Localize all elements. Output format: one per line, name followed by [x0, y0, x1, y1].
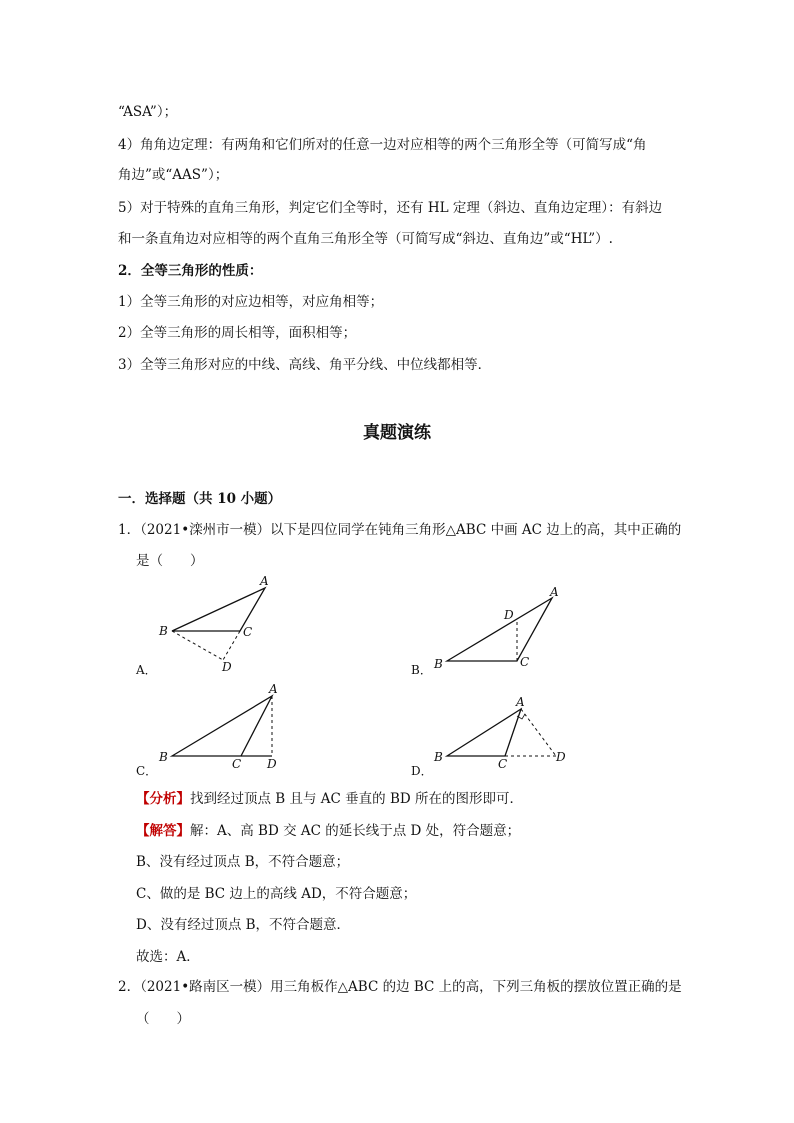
- figure-b-label-d: D: [504, 608, 514, 622]
- q2-stem-line-1: 2．（2021•路南区一模）用三角板作△ABC 的边 BC 上的高，下列三角板的摆放位置正确的是: [118, 979, 682, 995]
- figure-d-label-c: C: [498, 757, 508, 771]
- q1-stem-line-1: 1．（2021•滦州市一模）以下是四位同学在钝角三角形△ABC 中画 AC 边上的高，其中正确的: [118, 522, 682, 538]
- answer-text: 解：A、高 BD 交 AC 的延长线于点 D 处，符合题意；: [190, 823, 521, 839]
- figure-c: [158, 682, 278, 771]
- analysis-line: [136, 790, 523, 808]
- option-d-label[interactable]: D．: [411, 764, 433, 778]
- figure-d: [433, 695, 566, 771]
- figure-b-label-c: C: [520, 655, 530, 669]
- figure-d-label-b: B: [434, 750, 443, 764]
- figure-a-label-b: B: [159, 624, 168, 638]
- theory-line-5: 和一条直角边对应相等的两个直角三角形全等（可简写成“斜边、直角边”或“HL”）.: [118, 231, 613, 247]
- analysis-text: 找到经过顶点 B 且与 AC 垂直的 BD 所在的图形即可．: [190, 791, 523, 807]
- answer-d: D、没有经过顶点 B，不符合题意．: [136, 917, 351, 933]
- figure-b-label-a: A: [550, 585, 559, 599]
- figure-a-label-c: C: [243, 625, 253, 639]
- option-b-label[interactable]: B．: [411, 663, 432, 677]
- figure-c-label-a: A: [269, 682, 278, 696]
- figure-a-label-a: A: [260, 574, 269, 588]
- answer-b: B、没有经过顶点 B，不符合题意；: [136, 854, 350, 870]
- q1-stem-line-2: 是（ ）: [136, 553, 204, 569]
- part-heading: 一．选择题（共 10 小题）: [118, 491, 282, 507]
- figure-c-label-b: B: [159, 750, 168, 764]
- properties-heading: 2．全等三角形的性质：: [118, 263, 263, 279]
- figure-a-label-d: D: [222, 660, 232, 674]
- analysis-tag: 【分析】: [136, 791, 190, 807]
- q1-figures: [0, 570, 794, 800]
- property-1: 1）全等三角形的对应边相等，对应角相等；: [118, 294, 384, 310]
- option-a-label[interactable]: A．: [136, 663, 157, 677]
- property-3: 3）全等三角形对应的中线、高线、角平分线、中位线都相等．: [118, 357, 492, 373]
- figure-d-label-a: A: [516, 695, 525, 709]
- figure-c-label-c: C: [232, 757, 242, 771]
- theory-line-4: 5）对于特殊的直角三角形，判定它们全等时，还有 HL 定理（斜边、直角边定理）：有斜边: [118, 200, 663, 216]
- answer-line: [136, 822, 520, 840]
- theory-line-1: “ASA”）；: [118, 104, 178, 120]
- figure-a: [158, 574, 269, 674]
- option-c-label[interactable]: C．: [136, 764, 158, 778]
- section-title: 真题演练: [363, 423, 431, 443]
- theory-line-2: 4）角角边定理：有两角和它们所对的任意一边对应相等的两个三角形全等（可简写成“角: [118, 137, 647, 153]
- theory-line-3: 角边”或“AAS”）；: [118, 167, 229, 183]
- answer-c: C、做的是 BC 边上的高线 AD，不符合题意；: [136, 886, 417, 902]
- property-2: 2）全等三角形的周长相等，面积相等；: [118, 325, 357, 341]
- figure-b: [433, 585, 559, 671]
- q2-stem-line-2: （ ）: [136, 1011, 190, 1027]
- answer-tag: 【解答】: [136, 823, 190, 839]
- figure-b-label-b: B: [434, 657, 443, 671]
- answer-choice: 故选：A．: [136, 949, 200, 965]
- figure-d-label-d: D: [556, 750, 566, 764]
- figure-c-label-d: D: [267, 757, 277, 771]
